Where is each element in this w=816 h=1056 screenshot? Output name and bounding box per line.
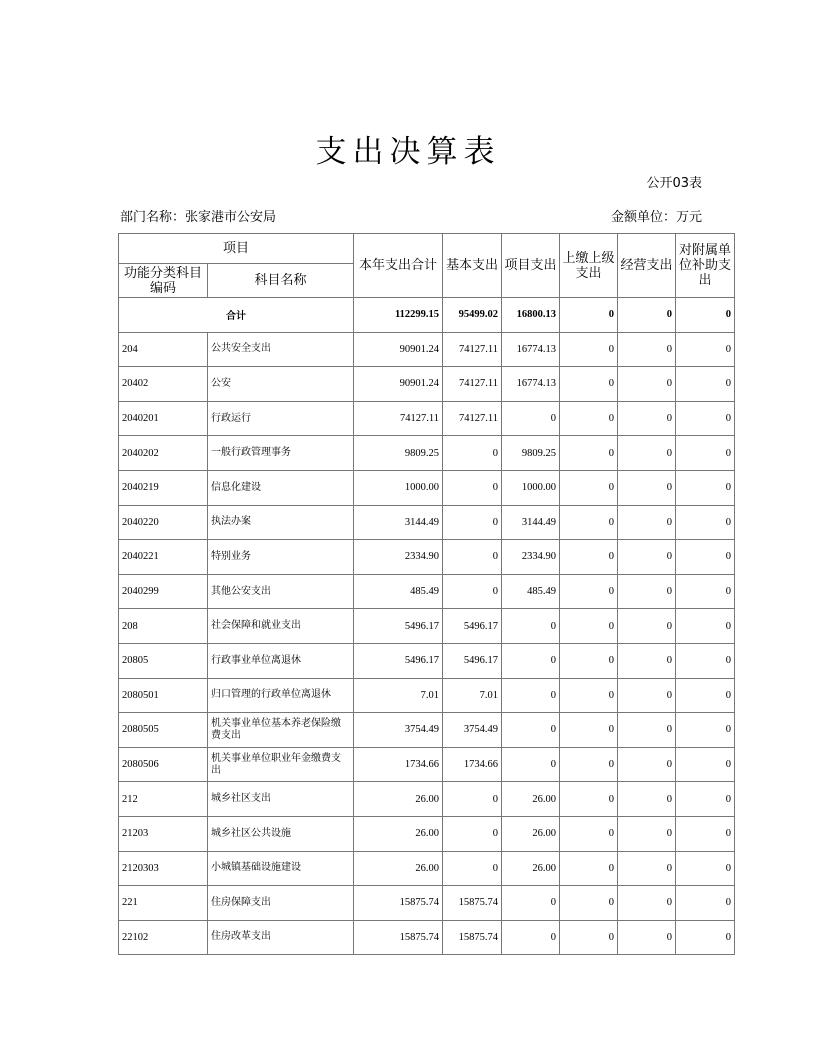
amount-cell: 5496.17 [443,609,502,644]
amount-cell: 0 [443,470,502,505]
table-row [119,713,735,748]
amount-cell: 26.00 [502,782,560,817]
amount-cell: 16774.13 [502,332,560,367]
amount-cell: 485.49 [502,574,560,609]
amount-cell: 0 [502,643,560,678]
amount-cell: 1000.00 [354,470,443,505]
table-row [119,782,735,817]
table-number: 公开03表 [646,176,702,191]
amount-cell: 0 [618,678,676,713]
amount-cell: 0 [560,851,618,886]
subject-name: 机关事业单位职业年金缴费支出 [208,747,354,782]
subject-name: 住房改革支出 [208,920,354,955]
subject-code: 2080505 [119,713,208,748]
amount-cell: 0 [676,574,735,609]
amount-cell: 485.49 [354,574,443,609]
amount-cell: 0 [676,643,735,678]
subject-name: 信息化建设 [208,470,354,505]
amount-cell: 0 [443,540,502,575]
amount-cell: 7.01 [354,678,443,713]
table-row [119,436,735,471]
amount-cell: 16774.13 [502,367,560,402]
amount-cell: 0 [676,678,735,713]
amount-cell: 0 [676,747,735,782]
total-value: 95499.02 [443,298,502,333]
subject-name: 一般行政管理事务 [208,436,354,471]
amount-cell: 3754.49 [354,713,443,748]
header-operating-expenditure: 经营支出 [618,234,676,298]
amount-cell: 26.00 [354,851,443,886]
header-project-expenditure: 项目支出 [502,234,560,298]
table-row [119,505,735,540]
subject-code: 2040219 [119,470,208,505]
amount-cell: 0 [676,540,735,575]
amount-cell: 1734.66 [354,747,443,782]
amount-cell: 0 [676,609,735,644]
amount-cell: 0 [560,367,618,402]
table-row [119,367,735,402]
subject-code: 2040221 [119,540,208,575]
amount-cell: 0 [676,436,735,471]
amount-cell: 0 [618,401,676,436]
subject-code: 2040201 [119,401,208,436]
amount-cell: 0 [676,470,735,505]
amount-cell: 0 [560,470,618,505]
total-value: 16800.13 [502,298,560,333]
amount-cell: 0 [560,574,618,609]
subject-name: 机关事业单位基本养老保险缴费支出 [208,713,354,748]
amount-cell: 1734.66 [443,747,502,782]
header-subject-name: 科目名称 [208,264,354,298]
subject-code: 22102 [119,920,208,955]
amount-cell: 90901.24 [354,332,443,367]
amount-cell: 90901.24 [354,367,443,402]
amount-cell: 0 [618,851,676,886]
table-row [119,574,735,609]
amount-cell: 0 [676,816,735,851]
table-row [119,920,735,955]
header-subsidiary-subsidy: 对附属单位补助支出 [676,234,735,298]
amount-cell: 0 [618,540,676,575]
amount-cell: 0 [618,470,676,505]
amount-cell: 0 [618,436,676,471]
page-title: 支出决算表 [315,134,501,170]
table-row [119,851,735,886]
subject-name: 公安 [208,367,354,402]
amount-unit-label: 金额单位：万元 [610,210,702,225]
amount-cell: 74127.11 [443,332,502,367]
amount-cell: 5496.17 [354,643,443,678]
subject-name: 社会保障和就业支出 [208,609,354,644]
amount-cell: 9809.25 [502,436,560,471]
table-row [119,747,735,782]
amount-cell: 0 [502,920,560,955]
subject-code: 221 [119,886,208,921]
amount-cell: 0 [618,574,676,609]
subject-code: 2040202 [119,436,208,471]
header-total-expenditure: 本年支出合计 [354,234,443,298]
amount-cell: 0 [618,747,676,782]
amount-cell: 15875.74 [354,920,443,955]
amount-cell: 0 [560,332,618,367]
amount-cell: 0 [443,505,502,540]
total-row [119,298,735,333]
amount-cell: 0 [618,782,676,817]
header-basic-expenditure: 基本支出 [443,234,502,298]
subject-name: 住房保障支出 [208,886,354,921]
amount-cell: 0 [502,678,560,713]
amount-cell: 0 [443,574,502,609]
subject-code: 212 [119,782,208,817]
amount-cell: 0 [502,886,560,921]
subject-name: 小城镇基础设施建设 [208,851,354,886]
amount-cell: 0 [618,713,676,748]
amount-cell: 0 [676,367,735,402]
amount-cell: 15875.74 [354,886,443,921]
amount-cell: 0 [560,436,618,471]
amount-cell: 0 [618,367,676,402]
amount-cell: 0 [560,401,618,436]
table-row [119,470,735,505]
amount-cell: 74127.11 [443,401,502,436]
header-function-code: 功能分类科目编码 [119,264,208,298]
subject-name: 公共安全支出 [208,332,354,367]
amount-cell: 0 [618,920,676,955]
amount-cell: 74127.11 [443,367,502,402]
subject-code: 20402 [119,367,208,402]
amount-cell: 0 [560,540,618,575]
amount-cell: 7.01 [443,678,502,713]
amount-cell: 0 [560,678,618,713]
subject-code: 2080506 [119,747,208,782]
subject-name: 行政事业单位离退休 [208,643,354,678]
amount-cell: 0 [560,920,618,955]
subject-name: 执法办案 [208,505,354,540]
amount-cell: 0 [443,816,502,851]
total-value: 112299.15 [354,298,443,333]
amount-cell: 0 [560,609,618,644]
amount-cell: 26.00 [354,782,443,817]
amount-cell: 0 [560,816,618,851]
subject-code: 2120303 [119,851,208,886]
amount-cell: 26.00 [502,851,560,886]
amount-cell: 0 [676,401,735,436]
department-label: 部门名称：张家港市公安局 [120,210,277,225]
amount-cell: 0 [618,505,676,540]
amount-cell: 0 [676,886,735,921]
amount-cell: 0 [502,401,560,436]
amount-cell: 0 [560,782,618,817]
amount-cell: 3144.49 [354,505,443,540]
amount-cell: 0 [560,886,618,921]
amount-cell: 3754.49 [443,713,502,748]
amount-cell: 0 [676,713,735,748]
amount-cell: 0 [502,609,560,644]
amount-cell: 2334.90 [502,540,560,575]
amount-cell: 0 [443,436,502,471]
amount-cell: 0 [443,782,502,817]
amount-cell: 1000.00 [502,470,560,505]
table-row [119,643,735,678]
amount-cell: 0 [676,782,735,817]
amount-cell: 2334.90 [354,540,443,575]
amount-cell: 0 [560,643,618,678]
amount-cell: 0 [502,747,560,782]
subject-name: 行政运行 [208,401,354,436]
table-row [119,401,735,436]
amount-cell: 0 [618,332,676,367]
subject-name: 城乡社区公共设施 [208,816,354,851]
amount-cell: 26.00 [502,816,560,851]
amount-cell: 0 [676,332,735,367]
amount-cell: 0 [618,609,676,644]
total-value: 0 [560,298,618,333]
amount-cell: 9809.25 [354,436,443,471]
amount-cell: 0 [560,747,618,782]
total-value: 0 [676,298,735,333]
subject-name: 其他公安支出 [208,574,354,609]
amount-cell: 26.00 [354,816,443,851]
expenditure-table [118,233,735,955]
subject-code: 2040220 [119,505,208,540]
amount-cell: 0 [443,851,502,886]
amount-cell: 0 [560,505,618,540]
table-row [119,540,735,575]
amount-cell: 0 [618,816,676,851]
amount-cell: 0 [618,886,676,921]
amount-cell: 15875.74 [443,920,502,955]
subject-code: 208 [119,609,208,644]
subject-name: 归口管理的行政单位离退休 [208,678,354,713]
amount-cell: 5496.17 [354,609,443,644]
amount-cell: 0 [676,920,735,955]
amount-cell: 0 [502,713,560,748]
subject-name: 城乡社区支出 [208,782,354,817]
table-row [119,886,735,921]
subject-code: 204 [119,332,208,367]
amount-cell: 0 [676,851,735,886]
amount-cell: 5496.17 [443,643,502,678]
subject-name: 特别业务 [208,540,354,575]
table-row [119,609,735,644]
header-remit-superior: 上缴上级支出 [560,234,618,298]
header-item: 项目 [119,234,354,264]
subject-code: 2040299 [119,574,208,609]
subject-code: 2080501 [119,678,208,713]
total-label: 合计 [119,298,354,333]
table-row [119,332,735,367]
amount-cell: 15875.74 [443,886,502,921]
subject-code: 21203 [119,816,208,851]
amount-cell: 3144.49 [502,505,560,540]
total-value: 0 [618,298,676,333]
amount-cell: 0 [676,505,735,540]
amount-cell: 0 [618,643,676,678]
table-row [119,678,735,713]
amount-cell: 74127.11 [354,401,443,436]
table-row [119,816,735,851]
subject-code: 20805 [119,643,208,678]
amount-cell: 0 [560,713,618,748]
